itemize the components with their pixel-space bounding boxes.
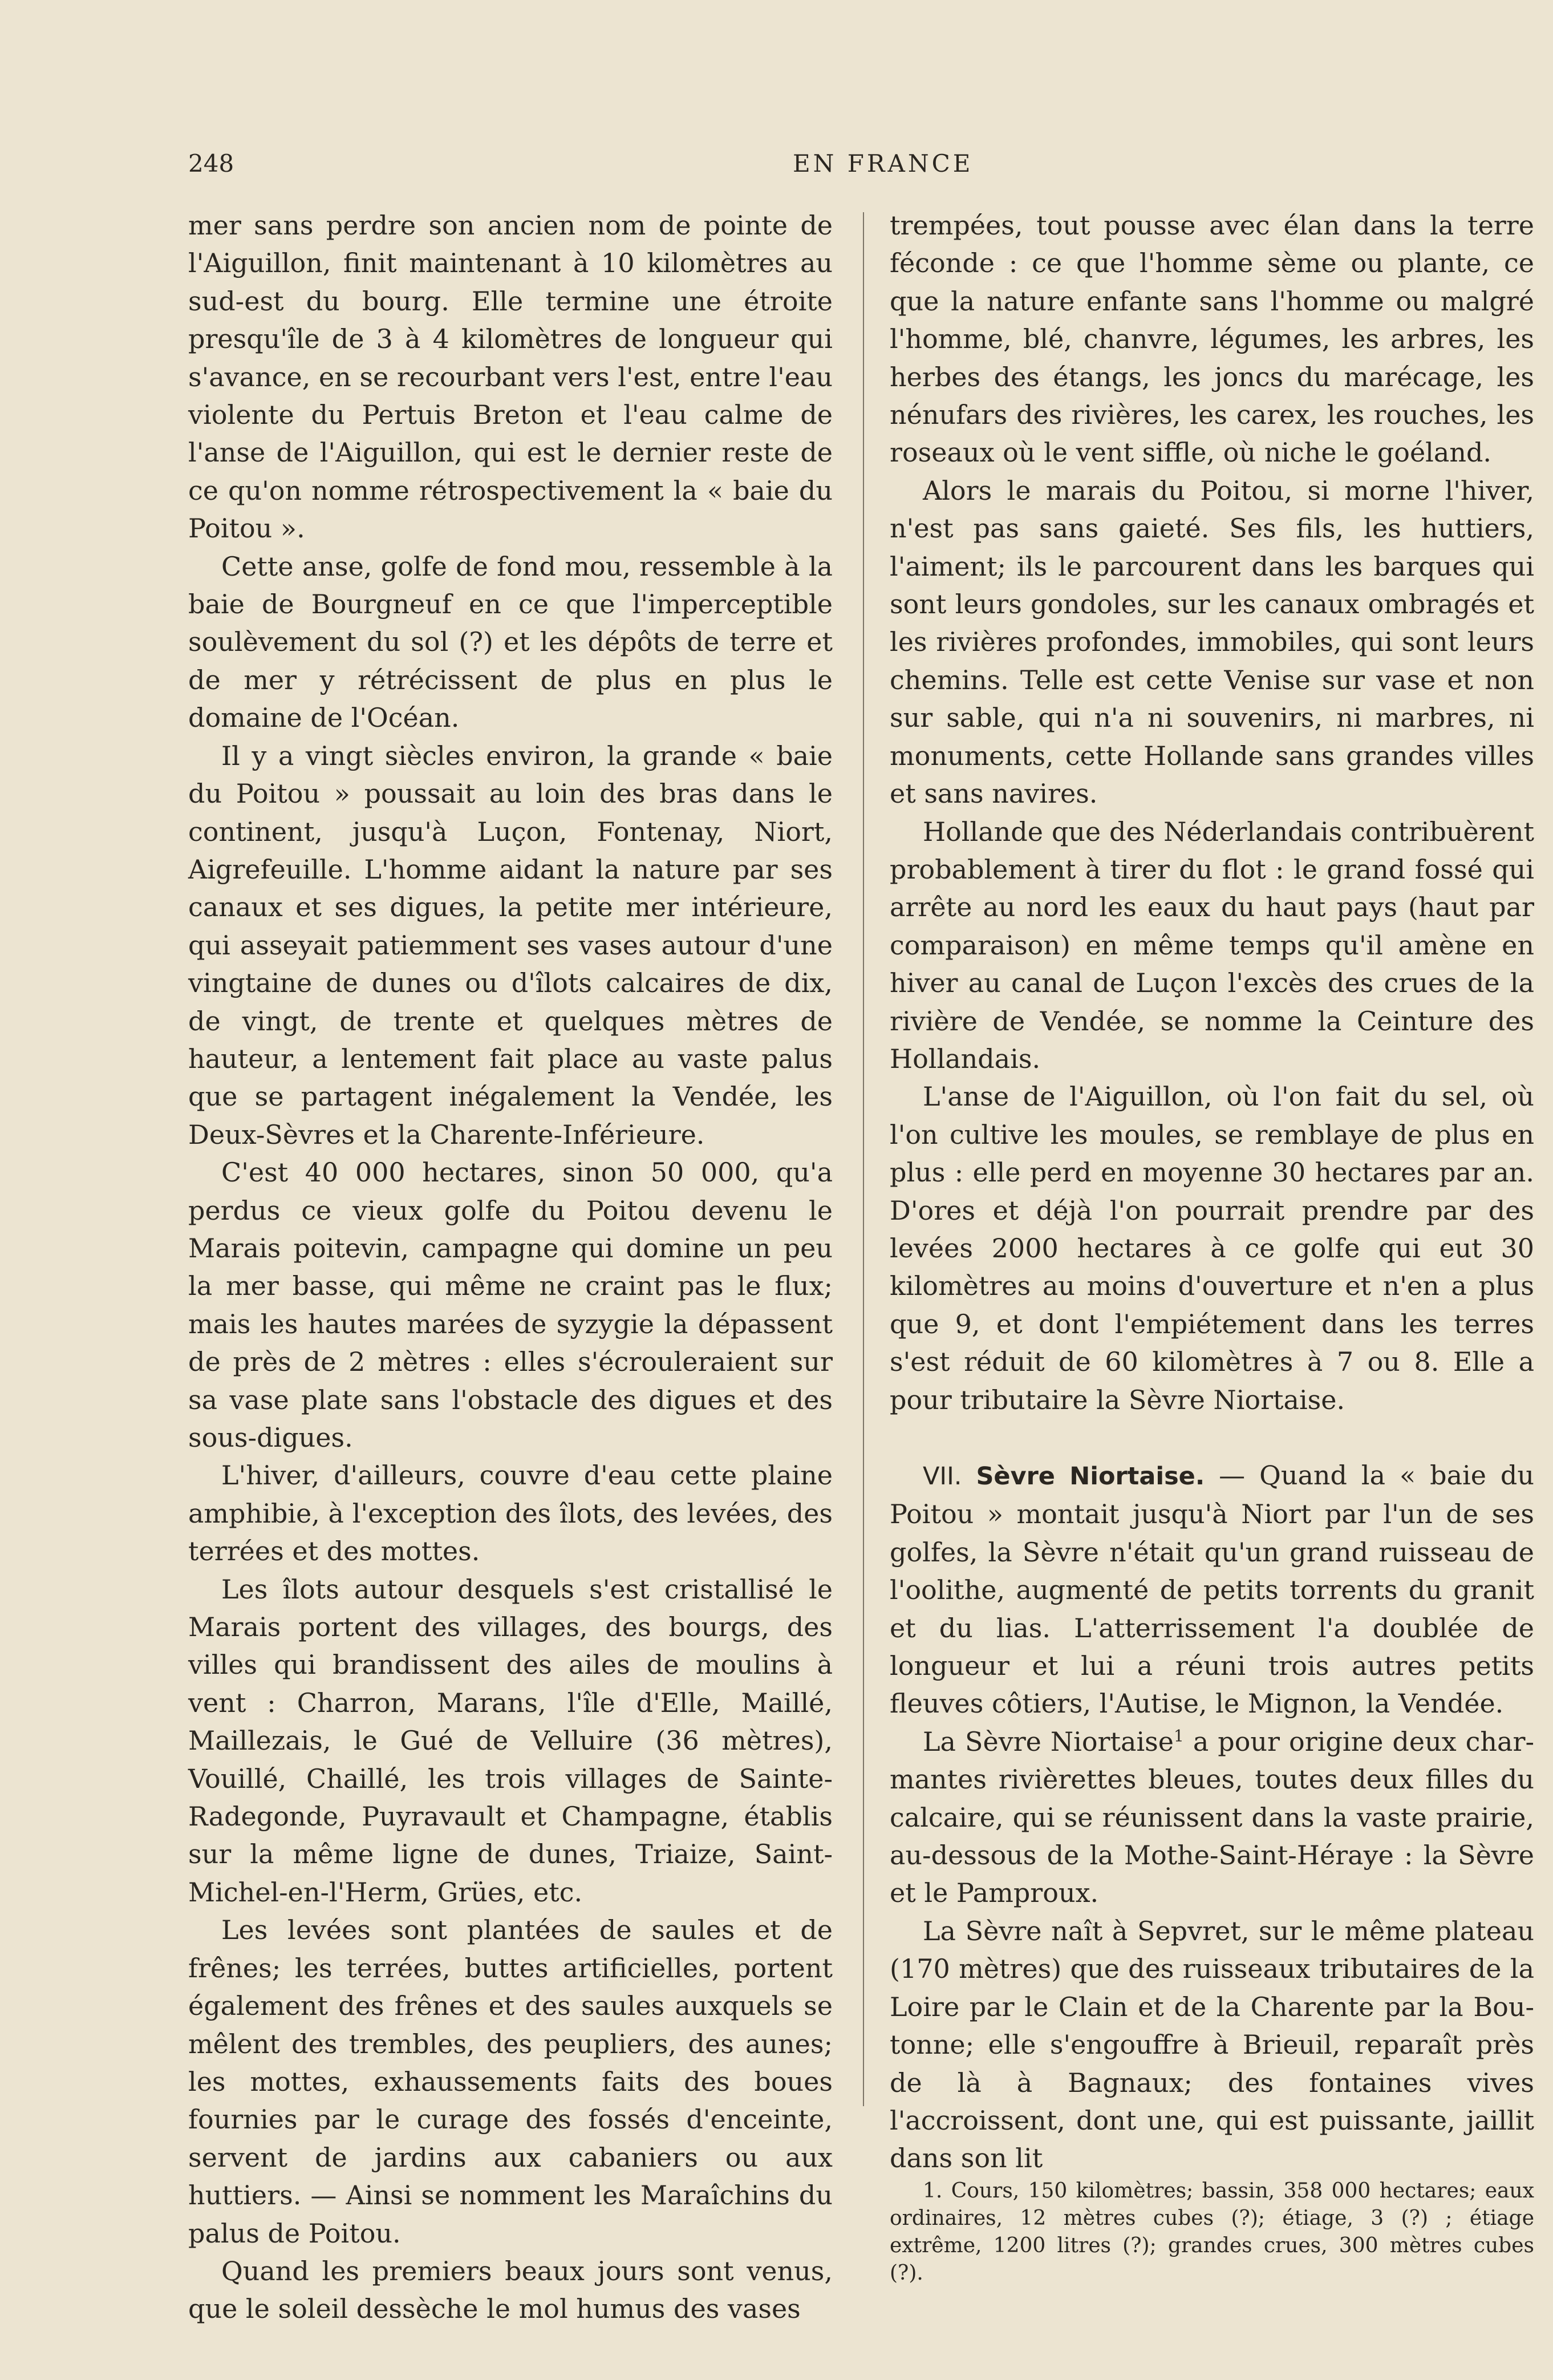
paragraph: La Sèvre naît à Sepvret, sur le même plateau (170 mètres) que des ruisseaux tributaires de la Loire par le Clain et de la Charente par la Boutonne; elle s'engouffre à Brieuil, reparaît près de là à Bagnaux; des fontaines vives l'accroissent, dont une, qui est puissante, jaillit dans son lit [890, 1915, 1534, 2174]
running-head: EN FRANCE [793, 149, 974, 177]
footnote: 1. Cours, 150 kilomètres; bassin, 358 000 hectares; eaux ordinaires, 12 mètres cubes (?); étiage, 3 (?) ; étiage extrême, 1200 litres (?); grandes crues, 300 mètres cubes (?). [890, 2179, 1534, 2285]
section-text: — Quand la « baie du Poitou » montait jusqu'à Niort par l'un de ses golfes, la Sèvre n'était qu'un grand ruisseau de l'oolithe, augmenté de petits torrents du granit et du lias. L'atterrissement l'a doublée de longueur et lui a réuni trois autres petits fleuves côtiers, l'Autise, le Mignon, la Vendée. [890, 1460, 1534, 1719]
paragraph: L'anse de l'Aiguillon, où l'on fait du sel, où l'on cultive les moules, se remblaye de plus en plus : elle perd en moyenne 30 hectares par an. D'ores et déjà l'on pourrait prendre par des levées 2000 hectares à ce golfe qui eut 30 kilomètres au moins d'ouverture et n'en a plus que 9, et dont l'empiétement dans les terres s'est réduit de 60 kilomètres à 7 ou 8. Elle a pour tributaire la Sèvre Niortaise. [890, 1081, 1534, 1415]
column-divider [863, 212, 864, 2106]
paragraph: Les îlots autour desquels s'est cristallisé le Marais portent des villages, des bourgs, des villes qui brandissent des ailes de moulins à vent : Charron, Marans, l'île d'Elle, Maillé, Maillezais, le Gué de Velluire (36 mètres), Vouillé, Chaillé, les trois villages de Sainte-Radegonde, Puyravault et Champagne, établis sur la même ligne de dunes, Triaize, Saint-Michel-en-l'Herm, Grües, etc. [188, 1573, 833, 1908]
paragraph: Quand les premiers beaux jours sont venus, que le soleil dessèche le mol humus des vases [188, 2255, 833, 2325]
section-number: VII. [923, 1462, 962, 1491]
paragraph [890, 1723, 1534, 1912]
paragraph: L'hiver, d'ailleurs, couvre d'eau cette plaine amphibie, à l'exception des îlots, des levées, des terrées et des mottes. [188, 1460, 833, 1567]
paragraph: Hollande que des Néderlandais contribuèrent probablement à tirer du flot : le grand fossé qui arrête au nord les eaux du haut pays (haut par comparaison) en même temps qu'il amène en hiver au canal de Luçon l'excès des crues de la rivière de Vendée, se nomme la Ceinture des Hollandais. [890, 816, 1534, 1074]
right-column [890, 207, 1534, 2287]
footnote-reference: 1 [1174, 1726, 1184, 1746]
paragraph: trempées, tout pousse avec élan dans la terre féconde : ce que l'homme sème ou plante, ce que la nature enfante sans l'homme ou malgré l'homme, blé, chanvre, légumes, les arbres, les herbes des étangs, les joncs du marécage, les nénufars des rivières, les carex, les rouches, les roseaux où le vent siffle, où niche le goéland. [890, 210, 1534, 468]
left-column [188, 207, 833, 2328]
paragraph: Cette anse, golfe de fond mou, ressemble à la baie de Bourgneuf en ce que l'imperceptible soulèvement du sol (?) et les dépôts de terre et de mer y rétrécissent de plus en plus le domaine de l'Océan. [188, 551, 833, 734]
paragraph: Il y a vingt siècles environ, la grande « baie du Poitou » poussait au loin des bras dans le continent, jusqu'à Luçon, Fontenay, Niort, Aigrefeuille. L'homme aidant la nature par ses canaux et ses digues, la petite mer intérieure, qui asseyait patiemment ses vases autour d'une vingtaine de dunes ou d'îlots calcaires de dix, de vingt, de trente et quelques mètres de hauteur, a lentement fait place au vaste palus que se partagent inégalement la Vendée, les Deux-Sèvres et la Charente-Inférieure. [188, 740, 833, 1150]
page-header [188, 149, 1530, 184]
paragraph-text: a pour origine deux charmantes rivièrettes bleues, toutes deux filles du calcaire, qui se réunissent dans la vaste prairie, au-dessous de la Mothe-Saint-Héraye : la Sèvre et le Pamproux. [890, 1726, 1535, 1909]
section-title: Sèvre Niortaise. [976, 1462, 1205, 1491]
paragraph: Alors le marais du Poitou, si morne l'hiver, n'est pas sans gaieté. Ses fils, les huttiers, l'aiment; ils le parcourent dans les barques qui sont leurs gondoles, sur les canaux ombragés et les rivières profondes, immobiles, qui sont leurs chemins. Telle est cette Venise sur vase et non sur sable, qui n'a ni souvenirs, ni marbres, ni monuments, cette Hollande sans grandes villes et sans navires. [890, 475, 1534, 809]
page-number: 248 [188, 149, 234, 177]
paragraph: C'est 40 000 hectares, sinon 50 000, qu'a perdus ce vieux golfe du Poitou devenu le Marais poitevin, campagne qui domine un peu la mer basse, qui même ne craint pas le flux; mais les hautes marées de syzygie la dépassent de près de 2 mètres : elles s'écrouleraient sur sa vase plate sans l'obstacle des digues et des sous-digues. [188, 1157, 833, 1453]
section-paragraph [890, 1456, 1534, 1723]
paragraph-text: La Sèvre Niortaise [923, 1726, 1174, 1757]
paragraph: mer sans perdre son ancien nom de pointe de l'Aiguillon, finit maintenant à 10 kilomètres au sud-est du bourg. Elle termine une étroite presqu'île de 3 à 4 kilomètres de longueur qui s'avance, en se recourbant vers l'est, entre l'eau violente du Pertuis Breton et l'eau calme de l'anse de l'Aiguillon, qui est le dernier reste de ce qu'on nomme rétrospectivement la « baie du Poitou ». [188, 210, 833, 544]
paragraph: Les levées sont plantées de saules et de frênes; les terrées, buttes artificielles, portent également des frênes et des saules auxquels se mêlent des trembles, des peupliers, des aunes; les mottes, exhaussements faits des boues fournies par le curage des fossés d'enceinte, servent de jardins aux cabaniers ou aux huttiers. — Ainsi se nomment les Maraîchins du palus de Poitou. [188, 1914, 833, 2249]
